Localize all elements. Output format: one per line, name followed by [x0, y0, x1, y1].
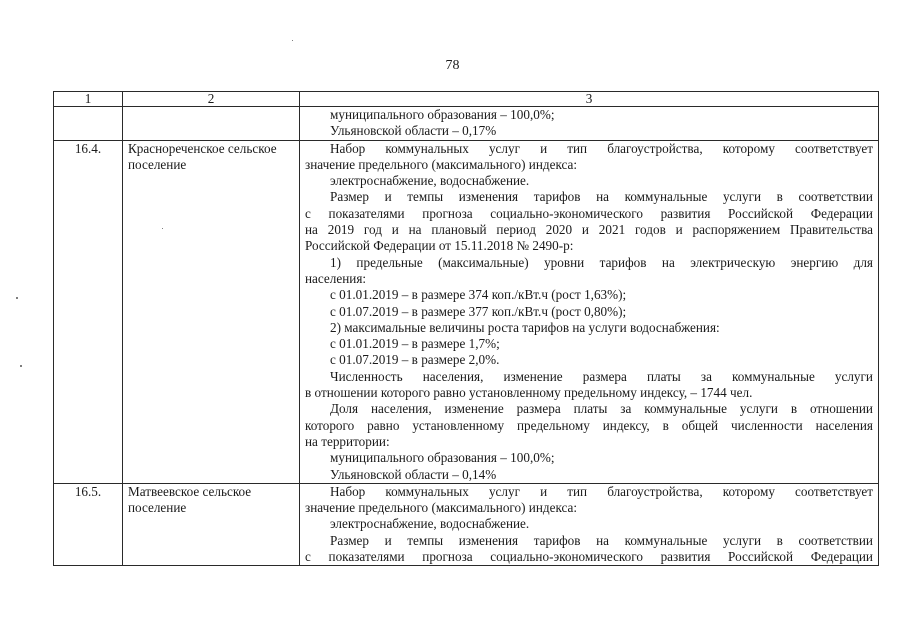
- text-line: муниципального образования – 100,0%;: [330, 450, 555, 466]
- text-line: на территории:: [305, 433, 390, 449]
- text-line: с 01.01.2019 – в размере 1,7%;: [330, 336, 500, 352]
- cell-content: [300, 107, 879, 141]
- table-row-continuation: [54, 107, 879, 141]
- text-line: 1) предельные (максимальные) уровни тарифов на электрическую энергию для: [330, 254, 873, 270]
- table-header-row: [54, 92, 879, 107]
- cell-num: [54, 107, 123, 141]
- text-line: на 2019 год и на плановый период 2020 и 2021 годов и распоряжением Правительства: [305, 222, 873, 238]
- row-content: [300, 483, 879, 565]
- text-line: Доля населения, изменение размера платы за коммунальные услуги в отношении: [330, 401, 873, 417]
- text-line: с показателями прогноза социально-экономического развития Российской Федерации: [305, 549, 873, 565]
- text-line: Набор коммунальных услуг и тип благоустройства, которому соответствует: [330, 140, 873, 156]
- text-line: населения:: [305, 270, 367, 286]
- scan-speck: [292, 40, 293, 41]
- text-line: Размер и темпы изменения тарифов на коммунальные услуги в соответствии: [330, 189, 873, 205]
- text-line: с 01.07.2019 – в размере 377 коп./кВт.ч (рост 0,80%);: [330, 303, 627, 319]
- text-line: значение предельного (максимального) индекса:: [305, 500, 578, 516]
- text-line: Численность населения, изменение размера платы за коммунальные услуги: [330, 368, 873, 384]
- text-line: с 01.07.2019 – в размере 2,0%.: [330, 352, 500, 368]
- header-col-1: 1: [54, 92, 123, 107]
- text-line: Ульяновской области – 0,17%: [330, 123, 497, 139]
- text-line: муниципального образования – 100,0%;: [330, 107, 555, 122]
- text-line: Набор коммунальных услуг и тип благоустройства, которому соответствует: [330, 483, 873, 499]
- tariff-table: [53, 91, 879, 566]
- row-number: 16.4.: [54, 140, 123, 483]
- text-line: которого равно установленному предельному индексу, в общей численности населения: [305, 417, 873, 433]
- text-line: с 01.01.2019 – в размере 374 коп./кВт.ч (рост 1,63%);: [330, 287, 627, 303]
- header-col-2: 2: [123, 92, 300, 107]
- text-line: электроснабжение, водоснабжение.: [330, 516, 530, 532]
- text-line: с показателями прогноза социально-экономического развития Российской Федерации: [305, 205, 873, 221]
- row-content: [300, 140, 879, 483]
- scan-speck: [16, 297, 18, 299]
- settlement-name: Матвеевское сельское поселение: [123, 483, 300, 565]
- text-line: значение предельного (максимального) индекса:: [305, 156, 578, 172]
- text-line: Размер и темпы изменения тарифов на коммунальные услуги в соответствии: [330, 532, 873, 548]
- page-number: 78: [445, 58, 460, 73]
- table-row-16-4: [54, 140, 879, 483]
- text-line: Ульяновской области – 0,14%: [330, 466, 497, 482]
- text-line: электроснабжение, водоснабжение.: [330, 173, 530, 189]
- text-line: 2) максимальные величины роста тарифов на услуги водоснабжения:: [330, 319, 720, 335]
- row-number: 16.5.: [54, 483, 123, 565]
- header-col-3: 3: [300, 92, 879, 107]
- text-line: в отношении которого равно установленному предельному индексу, – 1744 чел.: [305, 385, 753, 401]
- text-line: Российской Федерации от 15.11.2018 № 2490-р:: [305, 238, 574, 254]
- cell-name: [123, 107, 300, 141]
- settlement-name: Краснореченское сельское поселение: [123, 140, 300, 483]
- scan-speck: [20, 365, 22, 367]
- table-row-16-5: [54, 483, 879, 565]
